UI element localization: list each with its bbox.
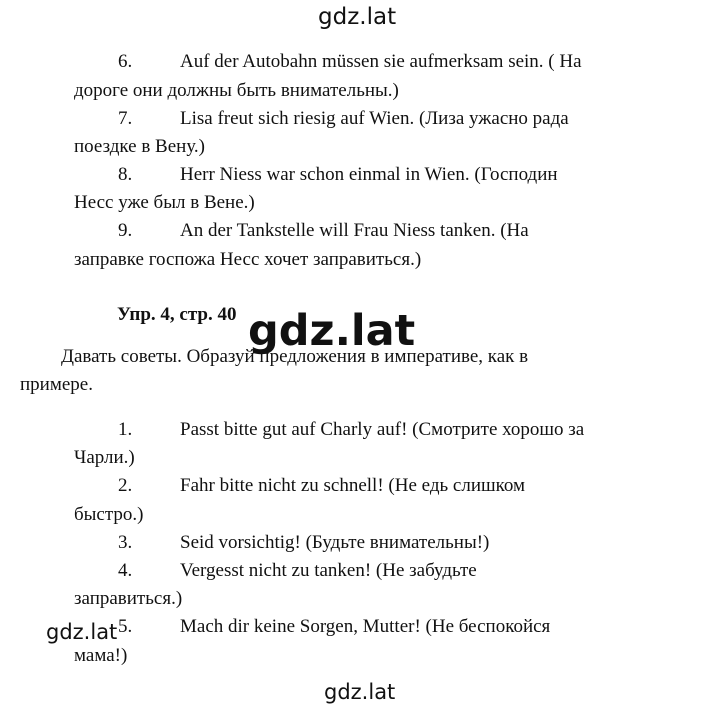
watermark-center: gdz.lat xyxy=(248,306,416,356)
item-text-line2: мама!) xyxy=(74,645,128,666)
item-text-line1: Seid vorsichtig! (Будьте внимательны!) xyxy=(180,532,490,553)
watermark-bottom: gdz.lat xyxy=(324,680,396,704)
item-text-line2: Чарли.) xyxy=(74,447,135,468)
item-number: 2. xyxy=(118,475,133,496)
item-number: 6. xyxy=(118,51,133,72)
item-number: 5. xyxy=(118,616,133,637)
exercise-heading: Упр. 4, стр. 40 xyxy=(117,304,237,325)
item-text-line1: Vergesst nicht zu tanken! (Не забудьте xyxy=(180,560,477,581)
instruction-line2: примере. xyxy=(20,374,93,395)
item-number: 7. xyxy=(118,108,133,129)
watermark-top: gdz.lat xyxy=(318,4,397,30)
item-text-line2: дороге они должны быть внимательны.) xyxy=(74,80,399,101)
item-text-line1: Fahr bitte nicht zu schnell! (Не едь слишком xyxy=(180,475,526,496)
item-text-line1: Herr Niess war schon einmal in Wien. (Господин xyxy=(180,164,558,185)
instruction-line1: Давать советы. Образуй предложения в императиве, как в xyxy=(61,346,529,367)
item-text-line2: Несс уже был в Вене.) xyxy=(74,192,255,213)
item-text-line1: Mach dir keine Sorgen, Mutter! (Не беспокойся xyxy=(180,616,551,637)
item-text-line1: Auf der Autobahn müssen sie aufmerksam sein. ( На xyxy=(180,51,582,72)
item-text-line2: поездке в Вену.) xyxy=(74,136,206,157)
item-text-line1: Passt bitte gut auf Charly auf! (Смотрите хорошо за xyxy=(180,419,585,440)
item-text-line2: заправке госпожа Несс хочет заправиться.) xyxy=(74,249,422,270)
item-text-line2: заправиться.) xyxy=(74,588,183,609)
watermark-left: gdz.lat xyxy=(46,620,118,644)
item-number: 9. xyxy=(118,220,133,241)
item-number: 3. xyxy=(118,532,133,553)
item-number: 4. xyxy=(118,560,133,581)
item-text-line1: An der Tankstelle will Frau Niess tanken. (На xyxy=(180,220,529,241)
item-number: 1. xyxy=(118,419,133,440)
item-number: 8. xyxy=(118,164,133,185)
item-text-line2: быстро.) xyxy=(74,504,144,525)
item-text-line1: Lisa freut sich riesig auf Wien. (Лиза ужасно рада xyxy=(180,108,569,129)
